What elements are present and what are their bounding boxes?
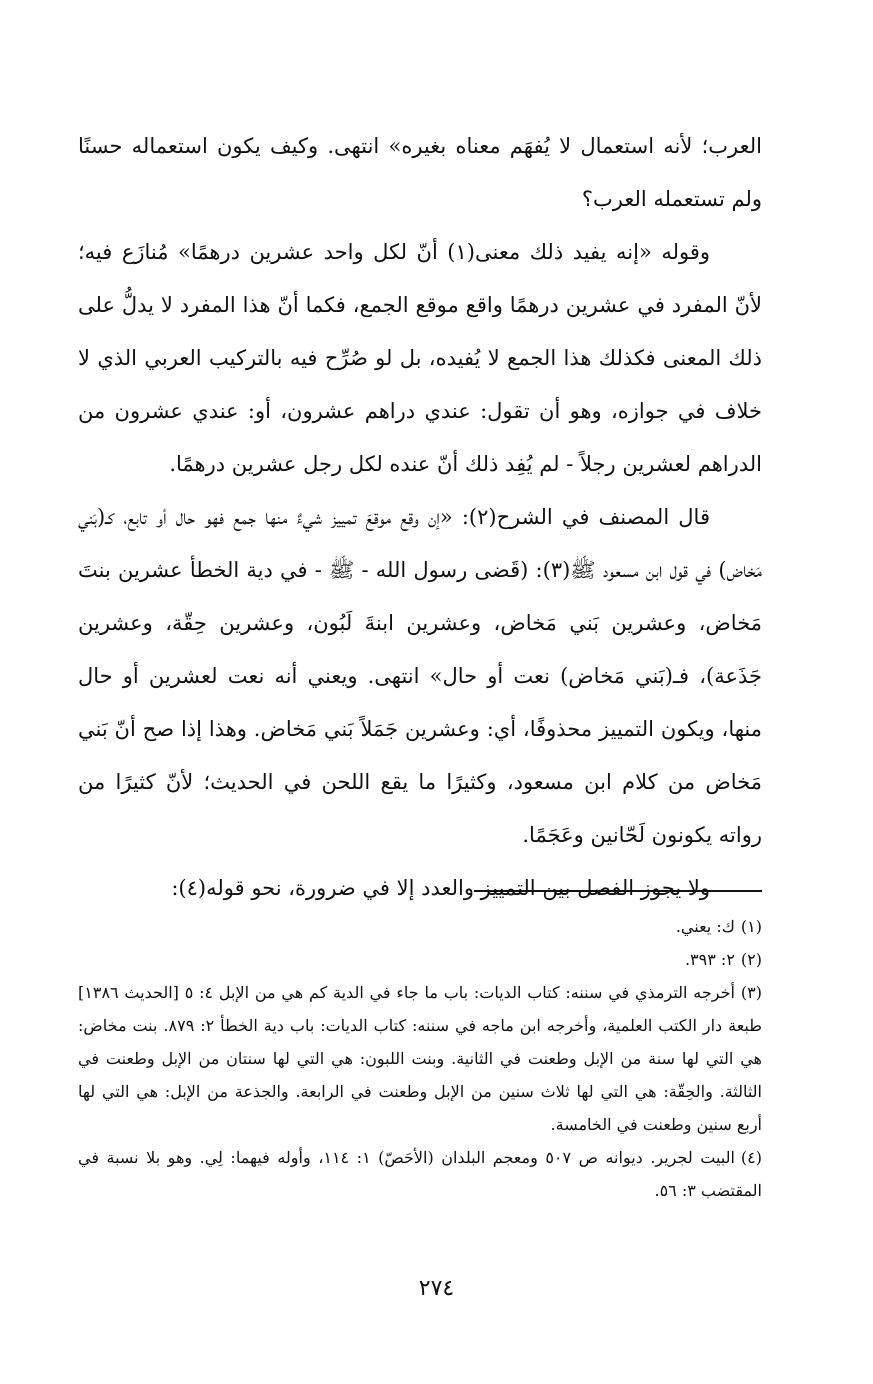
footnote-4: [78, 1141, 762, 1207]
footnote-number: (١): [740, 917, 762, 936]
paragraph-4: ولا يجوز الفصل بين التمييز والعدد إلا في ضرورة، نحو قوله(٤):: [171, 876, 710, 900]
paragraph-3: قال المصنف في الشرح(٢): «إن وقع موقعَ تمييز شيءٌ منها جمع فهو حال أو تابع، كـ(بَني مَخاض) في قول ابن مسعود ﷺ(٣): (قَضى رسول الله - ﷺ - في دية الخطأ عشرين بنتَ مَخاض، وعشرين بَني مَخاض، وعشرين ابنةَ لَبُون، وعشرين حِقّة، وعشرين جَذَعة)، فـ(بَني مَخاض) نعت أو حال» انتهى. ويعني أنه نعت لعشرين أو حال منها، ويكون التمييز محذوفًا، أي: وعشرين جَمَلاً بَني مَخاض. وهذا إذا صح أنّ بَني مَخاض من كلام ابن مسعود، وكثيرًا ما يقع اللحن في الحديث؛ لأنّ كثيرًا من رواته يكونون لَحّانين وعَجَمًا.: [78, 505, 762, 847]
footnotes: [78, 910, 762, 1207]
footnote-text: أخرجه الترمذي في سننه: كتاب الديات: باب ما جاء في الدية كم هي من الإبل ٤: ٥ [الحديث ١٣٨٦] طبعة دار الكتب العلمية، وأخرجه ابن ماجه في سننه: كتاب الديات: باب دية الخطأ ٢: ٨٧٩. بنت مخاض: هي التي لها سنة من الإبل وطعنت في الثانية. وبنت اللبون: هي التي لها سنتان من الإبل وطعنت في الثالثة. والحِقّة: هي التي لها ثلاث سنين من الإبل وطعنت في الرابعة. والجذعة من الإبل: هي التي لها أربع سنين وطعنت في الخامسة.: [78, 983, 763, 1134]
footnote-number: (٣): [740, 983, 763, 1002]
footnote-number: (٤): [740, 1148, 763, 1167]
footnote-number: (٢): [740, 950, 762, 969]
footnote-2: [78, 943, 762, 976]
main-text: [78, 120, 762, 915]
footnote-text: ك: يعني.: [675, 917, 735, 936]
footnote-text: البيت لجرير. ديوانه ص ٥٠٧ ومعجم البلدان (الأحَصّ) ١: ١١٤، وأوله فيهما: لِي. وهو بلا نسبة في المقتضب ٣: ٥٦.: [78, 1148, 762, 1200]
page-number: ٢٧٤: [418, 1276, 455, 1301]
footnote-1: [78, 910, 762, 943]
footnote-separator: [474, 890, 762, 892]
paragraph-2: وقوله «إنه يفيد ذلك معنى(١) أنّ لكل واحد عشرين درهمًا» مُنازَع فيه؛ لأنّ المفرد في عشرين درهمًا واقع موقع الجمع، فكما أنّ هذا المفرد لا يدلُّ على ذلك المعنى فكذلك هذا الجمع لا يُفيده، بل لو صُرِّح فيه بالتركيب العربي الذي لا خلاف في جوازه، وهو أن تقول: عندي دراهم عشرون، أو: عندي عشرون من الدراهم لعشرين رجلاً - لم يُفِد ذلك أنّ عنده لكل رجل عشرين درهمًا.: [78, 240, 762, 476]
footnote-3: [78, 976, 762, 1141]
footnote-text: ٢: ٣٩٣.: [684, 950, 735, 969]
paragraph-1: العرب؛ لأنه استعمال لا يُفهَم معناه بغيره» انتهى. وكيف يكون استعماله حسنًا ولم تستعمله العرب؟: [78, 134, 762, 211]
